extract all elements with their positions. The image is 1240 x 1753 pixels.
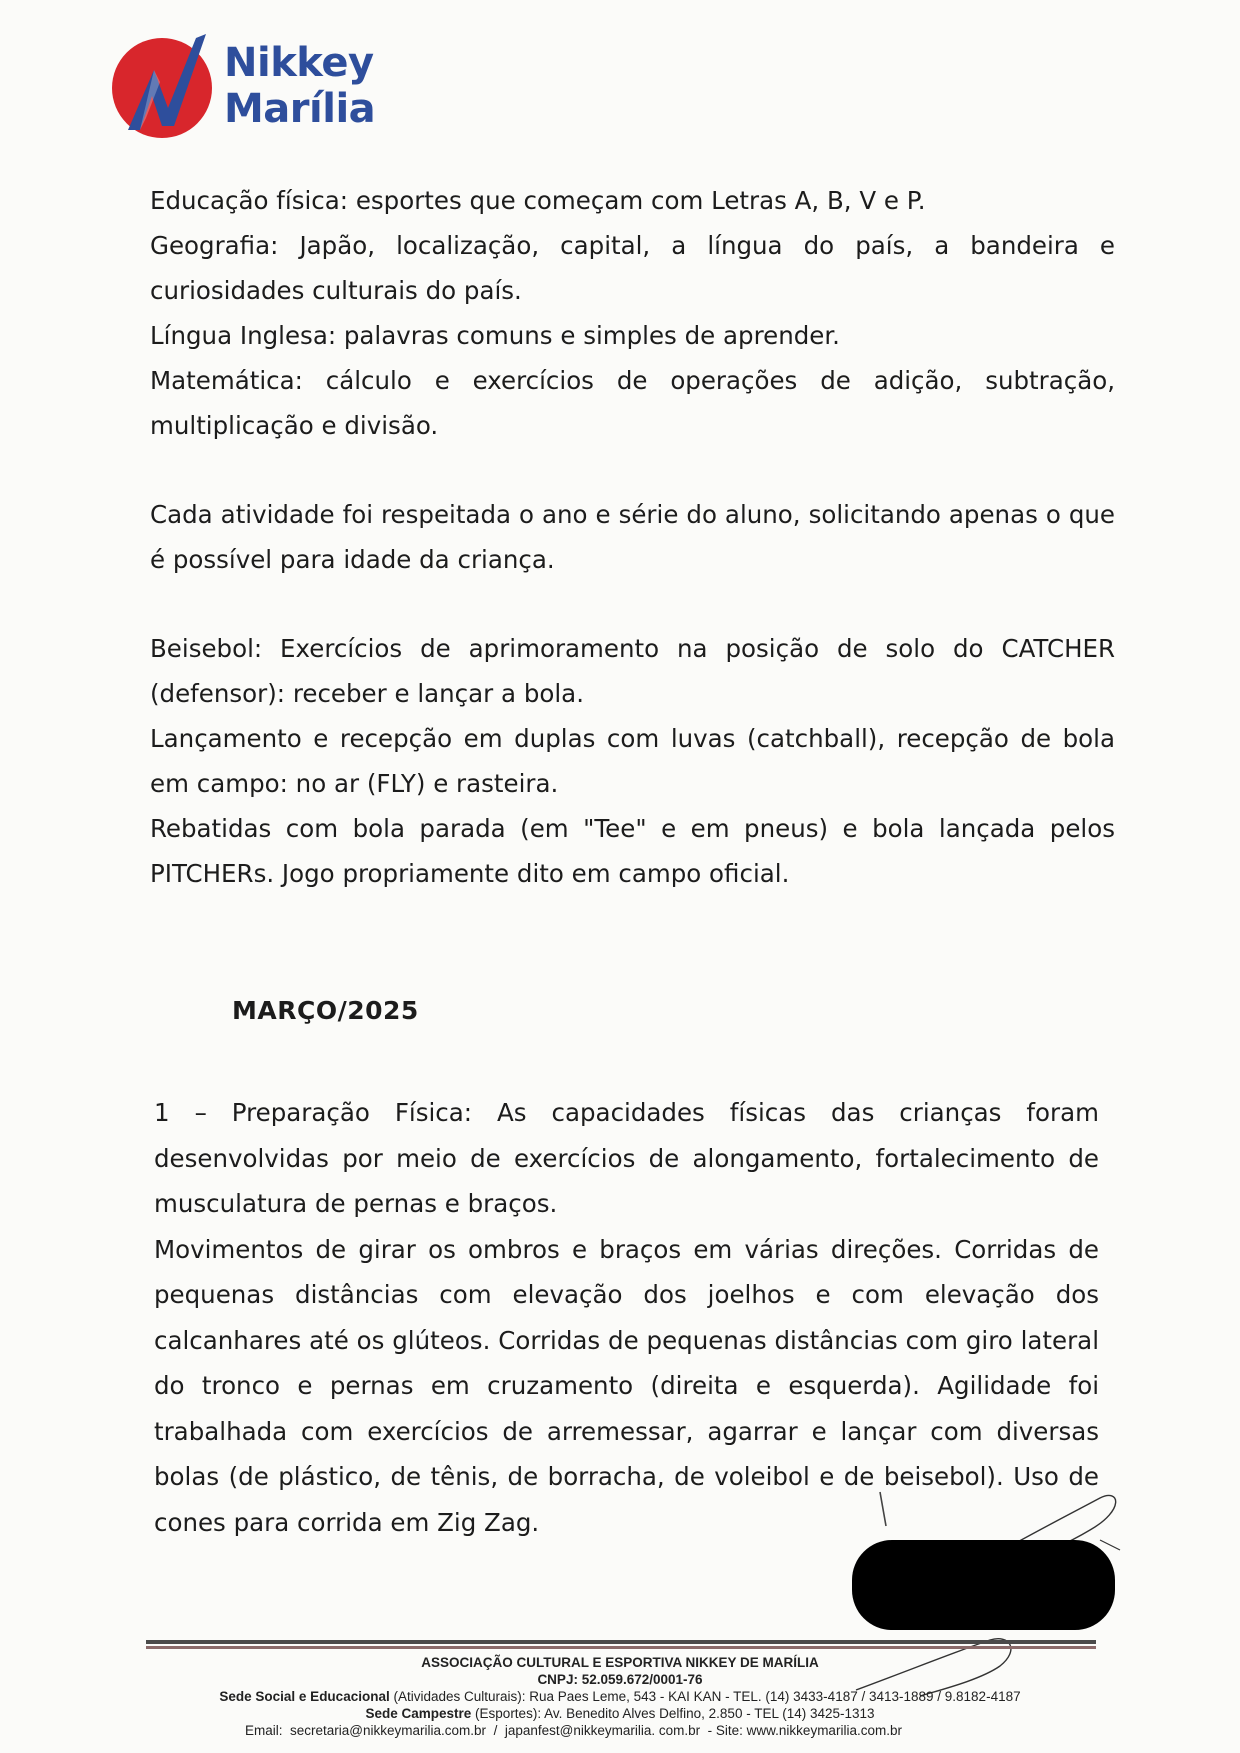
footer bbox=[150, 1654, 1090, 1739]
footer-site-link[interactable]: www.nikkeymarilia.com.br bbox=[746, 1723, 902, 1738]
footer-sede-social bbox=[150, 1688, 1090, 1705]
footer-email-label: Email: bbox=[245, 1723, 283, 1738]
paragraph-geografia: Geografia: Japão, localização, capital, a língua do país, a bandeira e curiosidades culturais do país. bbox=[150, 231, 1115, 305]
footer-sede-campestre-text: (Esportes): Av. Benedito Alves Delfino, 2.850 - TEL (14) 3425-1313 bbox=[475, 1706, 875, 1721]
preparacao-fisica-block bbox=[154, 1090, 1099, 1545]
footer-sede-social-label: Sede Social e Educacional bbox=[219, 1689, 390, 1704]
paragraph-educacao-fisica: Educação física: esportes que começam com Letras A, B, V e P. bbox=[150, 186, 926, 215]
footer-divider bbox=[146, 1640, 1096, 1644]
logo-line-1: Nikkey bbox=[224, 40, 374, 86]
footer-separator: / bbox=[493, 1723, 498, 1738]
footer-sede-campestre bbox=[150, 1705, 1090, 1722]
paragraph-beisebol-catchball: Lançamento e recepção em duplas com luvas (catchball), recepção de bola em campo: no ar (FLY) e rasteira. bbox=[150, 724, 1115, 798]
footer-email-japanfest[interactable]: japanfest@nikkeymarilia. com.br bbox=[504, 1723, 701, 1738]
footer-site-label: - Site: bbox=[707, 1723, 743, 1738]
paragraph-matematica: Matemática: cálculo e exercícios de operações de adição, subtração, multiplicação e divisão. bbox=[150, 366, 1115, 440]
footer-contacts bbox=[150, 1722, 1090, 1739]
paragraph-beisebol-rebatidas: Rebatidas com bola parada (em "Tee" e em pneus) e bola lançada pelos PITCHERs. Jogo propriamente dito em campo oficial. bbox=[150, 814, 1115, 888]
month-heading: MARÇO/2025 bbox=[232, 996, 419, 1025]
logo-emblem-icon bbox=[110, 30, 220, 140]
footer-sede-campestre-label: Sede Campestre bbox=[365, 1706, 472, 1721]
paragraph-respeito-idade: Cada atividade foi respeitada o ano e série do aluno, solicitando apenas o que é possível para idade da criança. bbox=[150, 500, 1115, 574]
paragraph-beisebol-catcher: Beisebol: Exercícios de aprimoramento na posição de solo do CATCHER (defensor): receber e lançar a bola. bbox=[150, 634, 1115, 708]
paragraph-preparacao-fisica: 1 – Preparação Física: As capacidades físicas das crianças foram desenvolvidas por meio de exercícios de alongamento, fortalecimento de musculatura de pernas e braços. bbox=[154, 1098, 1099, 1218]
nikkey-marilia-logo bbox=[110, 30, 440, 150]
logo-line-2: Marília bbox=[224, 86, 376, 132]
footer-org-name: ASSOCIAÇÃO CULTURAL E ESPORTIVA NIKKEY DE MARÍLIA bbox=[421, 1655, 819, 1670]
paragraph-lingua-inglesa: Língua Inglesa: palavras comuns e simples de aprender. bbox=[150, 321, 840, 350]
footer-email-secretaria[interactable]: secretaria@nikkeymarilia.com.br bbox=[290, 1723, 487, 1738]
footer-sede-social-text: (Atividades Culturais): Rua Paes Leme, 543 - KAI KAN - TEL. (14) 3433-4187 / 3413-1889 / 9.8182-4187 bbox=[393, 1689, 1021, 1704]
logo-wordmark bbox=[224, 40, 375, 132]
footer-cnpj: CNPJ: 52.059.672/0001-76 bbox=[537, 1672, 703, 1687]
redacted-block bbox=[852, 1540, 1115, 1630]
subjects-block bbox=[150, 178, 1115, 896]
paragraph-movimentos: Movimentos de girar os ombros e braços em várias direções. Corridas de pequenas distâncias com elevação dos joelhos e com elevação dos calcanhares até os glúteos. Corridas de pequenas distâncias com giro lateral do tronco e pernas em cruzamento (direita e esquerda). Agilidade foi trabalhada com exercícios de arremessar, agarrar e lançar com diversas bolas (de plástico, de tênis, de borracha, de voleibol e de beisebol). Uso de cones para corrida em Zig Zag. bbox=[154, 1234, 1099, 1537]
footer-divider-accent bbox=[146, 1646, 1096, 1649]
